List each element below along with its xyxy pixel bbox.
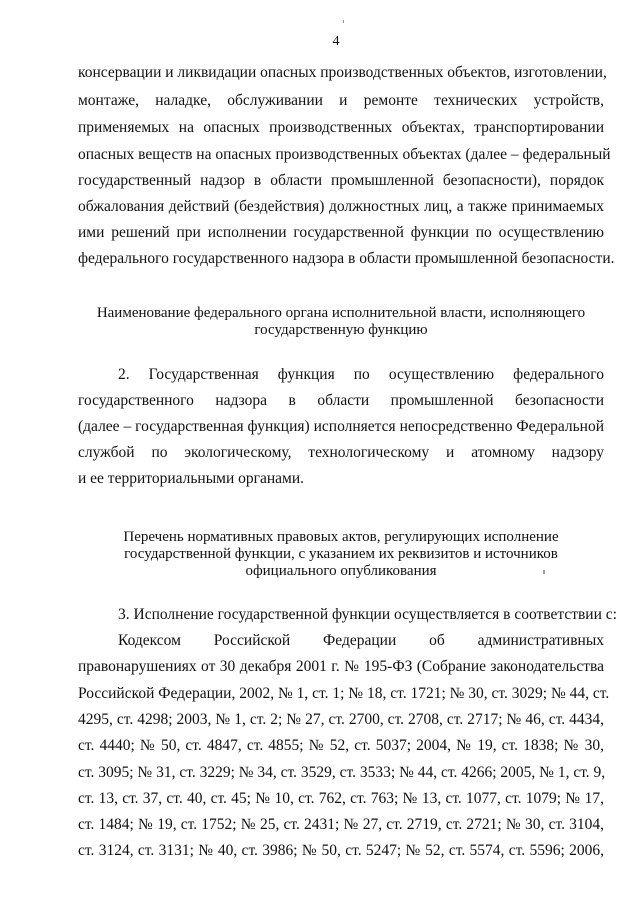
text-line: ими решений при исполнении государственной функции по осуществлению <box>78 224 604 241</box>
text-line: опасных веществ на опасных производственных объектах (далее – федеральный <box>78 146 611 163</box>
text-line: государственного надзора в области промышленной безопасности <box>78 392 604 409</box>
text-line: (далее – государственная функция) исполняется непосредственно Федеральной <box>78 418 604 435</box>
text-line: 2. Государственная функция по осуществлению федерального <box>118 366 604 383</box>
heading-line: государственную функцию <box>254 322 428 338</box>
text-line: монтаже, наладке, обслуживании и ремонте технических устройств, <box>78 92 604 109</box>
text-line: ст. 4440; № 50, ст. 4847, ст. 4855; № 52, ст. 5037; 2004, № 19, ст. 1838; № 30, <box>78 737 604 754</box>
text-line: Кодексом Российской Федерации об административных <box>118 632 604 649</box>
text-line: службой по экологическому, технологическому и атомному надзору <box>78 444 604 461</box>
page-number: 4 <box>332 34 340 49</box>
heading-line: Наименование федерального органа исполнительной власти, исполняющего <box>96 305 586 321</box>
scan-artifact <box>343 20 344 23</box>
text-line: государственный надзор в области промышленной безопасности), порядок <box>78 172 604 189</box>
text-line: и ее территориальными органами. <box>78 470 305 487</box>
text-line: ст. 1484; № 19, ст. 1752; № 25, ст. 2431; № 27, ст. 2719, ст. 2721; № 30, ст. 3104, <box>78 816 604 833</box>
text-line: консервации и ликвидации опасных производственных объектов, изготовлении, <box>78 64 607 81</box>
text-line: 4295, ст. 4298; 2003, № 1, ст. 2; № 27, ст. 2700, ст. 2708, ст. 2717; № 46, ст. 4434, <box>78 711 604 728</box>
heading-line: государственной функции, с указанием их реквизитов и источников <box>124 546 558 562</box>
scan-artifact <box>543 570 545 574</box>
heading-line: Перечень нормативных правовых актов, регулирующих исполнение <box>123 529 559 545</box>
text-line: ст. 3095; № 31, ст. 3229; № 34, ст. 3529, ст. 3533; № 44, ст. 4266; 2005, № 1, ст. 9, <box>78 764 606 781</box>
heading-line: официального опубликования <box>245 563 437 579</box>
text-line: обжалования действий (бездействия) должностных лиц, а также принимаемых <box>78 198 604 215</box>
text-line: применяемых на опасных производственных объектах, транспортировании <box>78 119 604 136</box>
text-line: ст. 3124, ст. 3131; № 40, ст. 3986; № 50, ст. 5247; № 52, ст. 5574, ст. 5596; 2006, <box>78 842 604 859</box>
text-line: Российской Федерации, 2002, № 1, ст. 1; № 18, ст. 1721; № 30, ст. 3029; № 44, ст. <box>78 685 610 702</box>
text-line: 3. Исполнение государственной функции осуществляется в соответствии с: <box>118 606 617 623</box>
text-line: правонарушениях от 30 декабря 2001 г. № 195-ФЗ (Собрание законодательства <box>78 658 604 675</box>
text-line: ст. 13, ст. 37, ст. 40, ст. 45; № 10, ст. 762, ст. 763; № 13, ст. 1077, ст. 1079; № 17, <box>78 790 604 807</box>
text-line: федерального государственного надзора в области промышленной безопасности. <box>78 250 615 267</box>
